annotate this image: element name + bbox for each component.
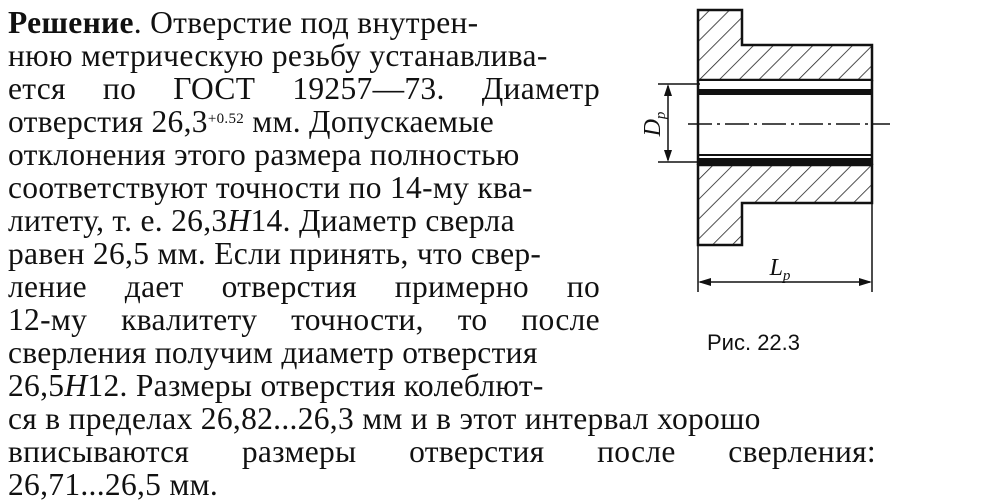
text-line-2: нюю метрическую резьбу устанавлива- xyxy=(8,38,548,73)
arrow-up xyxy=(664,84,672,96)
arrow-right xyxy=(859,278,872,286)
word: после xyxy=(521,302,600,337)
word: 12-му xyxy=(8,302,88,337)
text-fragment: отверстия 26,3 xyxy=(8,104,208,139)
bushing-section-drawing xyxy=(640,0,940,320)
word: квалитету xyxy=(121,302,258,337)
word: по xyxy=(102,71,137,106)
diameter-subscript: p xyxy=(653,111,669,120)
length-label xyxy=(769,255,791,284)
text-line-11: сверления получим диаметр отверстия xyxy=(8,335,538,370)
word: после xyxy=(597,434,676,469)
word: 19257—73. xyxy=(292,71,445,106)
text-line-4 xyxy=(8,105,494,138)
tolerance-superscript: +0.52 xyxy=(207,111,245,127)
diameter-letter: D xyxy=(640,119,666,137)
text-line-14 xyxy=(8,435,876,468)
arrow-down xyxy=(664,150,672,162)
text-line-10 xyxy=(8,303,600,336)
word: точности, xyxy=(291,302,424,337)
text-line-9 xyxy=(8,270,600,303)
length-letter: L xyxy=(769,255,783,281)
word: дает xyxy=(124,269,184,304)
text-fragment: литету, т. е. 26,3 xyxy=(8,203,228,238)
heading-solution: Решение xyxy=(8,5,134,40)
word: по xyxy=(566,269,600,304)
text-line-13: ся в пределах 26,82...26,3 мм и в этот интервал хорошо xyxy=(8,401,761,436)
word: отверстия xyxy=(221,269,357,304)
text-line-1 xyxy=(8,6,478,39)
italic-symbol: H xyxy=(64,368,88,403)
text-line-7 xyxy=(8,204,515,237)
text-fragment: 26,5 xyxy=(8,368,65,403)
word: размеры xyxy=(241,434,357,469)
diameter-label xyxy=(640,111,669,137)
word: отверстия xyxy=(409,434,545,469)
text-line-5: отклонения этого размера полностью xyxy=(8,137,520,172)
text-fragment: 14. Диаметр сверла xyxy=(250,203,515,238)
text-fragment: . Отверстие под внутрен- xyxy=(133,5,479,40)
text-line-15: 26,71...26,5 мм. xyxy=(8,467,219,502)
upper-section-hatch xyxy=(698,10,872,80)
svg-text:Dp xyxy=(640,111,669,137)
thread-band-bottom-fill xyxy=(698,158,872,164)
text-line-3 xyxy=(8,72,600,105)
word: примерно xyxy=(394,269,529,304)
text-line-6: соответствуют точности по 14-му ква- xyxy=(8,170,533,205)
word: Диаметр xyxy=(481,71,600,106)
word: то xyxy=(457,302,488,337)
word: вписываются xyxy=(8,434,190,469)
word: ется xyxy=(8,71,66,106)
text-line-12 xyxy=(8,369,544,402)
thread-band-top-fill xyxy=(698,89,872,95)
italic-symbol: H xyxy=(227,203,251,238)
text-fragment: 12. Размеры отверстия колеблют- xyxy=(87,368,544,403)
word: сверления: xyxy=(728,434,876,469)
word: ление xyxy=(8,269,87,304)
text-line-8: равен 26,5 мм. Если принять, что свер- xyxy=(8,236,542,271)
word: ГОСТ xyxy=(173,71,256,106)
length-subscript: p xyxy=(782,268,791,284)
lower-section-hatch xyxy=(698,165,872,245)
arrow-left xyxy=(698,278,711,286)
figure-caption: Рис. 22.3 xyxy=(707,330,801,355)
text-fragment: мм. Допускаемые xyxy=(244,104,495,139)
